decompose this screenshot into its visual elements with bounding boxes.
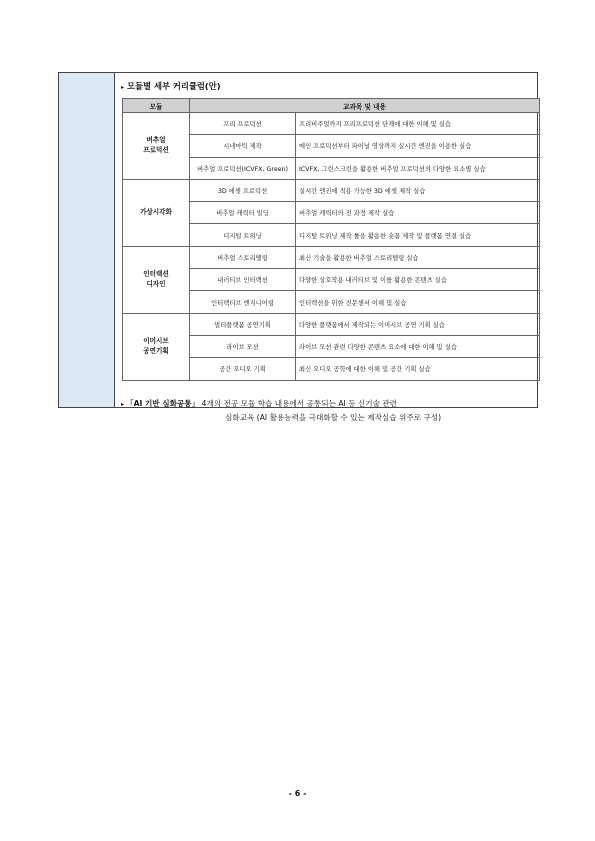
- course-description: 버추얼 캐릭터의 전 과정 제작 실습: [296, 202, 540, 224]
- course-name: 멀티플랫폼 공연기획: [190, 313, 296, 335]
- course-description: 최신 오디오 공학에 대한 이해 및 공간 기획 실습: [296, 358, 540, 380]
- module-name: 이머시브 공연기획: [123, 313, 190, 380]
- header-content: 교과목 및 내용: [190, 99, 540, 113]
- note-line-2: 심화교육 (AI 활용능력을 극대화할 수 있는 제작실습 위주로 구성): [225, 413, 442, 422]
- course-description: 프리비주얼까지 프리프로덕션 단계에 대한 이해 및 실습: [296, 113, 540, 135]
- section-heading-text: 모듈별 세부 커리큘럼(안): [127, 81, 221, 91]
- course-description: 디지털 트위닝 제작 툴을 활용한 숏폼 제작 및 플랫폼 연결 실습: [296, 224, 540, 246]
- section-heading: [121, 80, 221, 92]
- course-description: 다양한 플랫폼에서 제작되는 이머시브 공연 기획 실습: [296, 313, 540, 335]
- page-number: - 6 -: [288, 789, 307, 798]
- course-name: 프리 프로덕션: [190, 113, 296, 135]
- course-name: 3D 에셋 프로덕션: [190, 179, 296, 201]
- note: [121, 397, 441, 424]
- course-name: 내러티브 인터랙션: [190, 269, 296, 291]
- content-area: [115, 73, 537, 422]
- course-name: 공간 오디오 기획: [190, 358, 296, 380]
- table-row: [123, 313, 540, 335]
- course-description: 메인 프로덕션부터 파이널 영상까지 실시간 엔진을 이용한 실습: [296, 135, 540, 157]
- course-name: 라이브 모션: [190, 335, 296, 357]
- table-header-row: [123, 99, 540, 113]
- course-name: 버추얼 스토리텔링: [190, 246, 296, 268]
- course-description: 라이브 모션 관련 다양한 콘텐츠 요소에 대한 이해 및 실습: [296, 335, 540, 357]
- course-name: 디지털 트위닝: [190, 224, 296, 246]
- course-name: 버추얼 프로덕션(ICVFX, Green): [190, 157, 296, 179]
- left-label-column: [59, 73, 115, 407]
- triangle-bullet-icon: ▸: [121, 84, 125, 91]
- note-title: 「AI 기반 심화공통」: [126, 399, 200, 408]
- course-description: 최신 기술을 활용한 버추얼 스토리텔링 실습: [296, 246, 540, 268]
- table-row: [123, 179, 540, 201]
- course-description: 다양한 상호작용 내러티브 및 이를 활용한 콘텐츠 실습: [296, 269, 540, 291]
- course-description: 인터랙션을 위한 전문센서 이해 및 실습: [296, 291, 540, 313]
- module-name: 가상시각화: [123, 179, 190, 246]
- course-name: 인터랙티브 엔지니어링: [190, 291, 296, 313]
- curriculum-table: [122, 98, 540, 381]
- note-text-1: 4개의 전공 모듈 학습 내용에서 공통되는 AI 등 신기술 관련: [199, 399, 398, 408]
- triangle-bullet-icon: ▸: [121, 401, 125, 408]
- header-module: 모듈: [123, 99, 190, 113]
- course-description: ICVFX, 그린스크린을 활용한 버추얼 프로덕션의 다양한 요소별 실습: [296, 157, 540, 179]
- course-name: 시네마틱 제작: [190, 135, 296, 157]
- course-description: 실시간 엔진에 적용 가능한 3D 에셋 제작 실습: [296, 179, 540, 201]
- content-box: [58, 72, 538, 422]
- table-row: [123, 246, 540, 268]
- module-name: 버추얼 프로덕션: [123, 113, 190, 180]
- table-row: [123, 113, 540, 135]
- course-name: 버추얼 캐릭터 빌딩: [190, 202, 296, 224]
- note-line-1: [121, 397, 441, 411]
- module-name: 인터랙션 디자인: [123, 246, 190, 313]
